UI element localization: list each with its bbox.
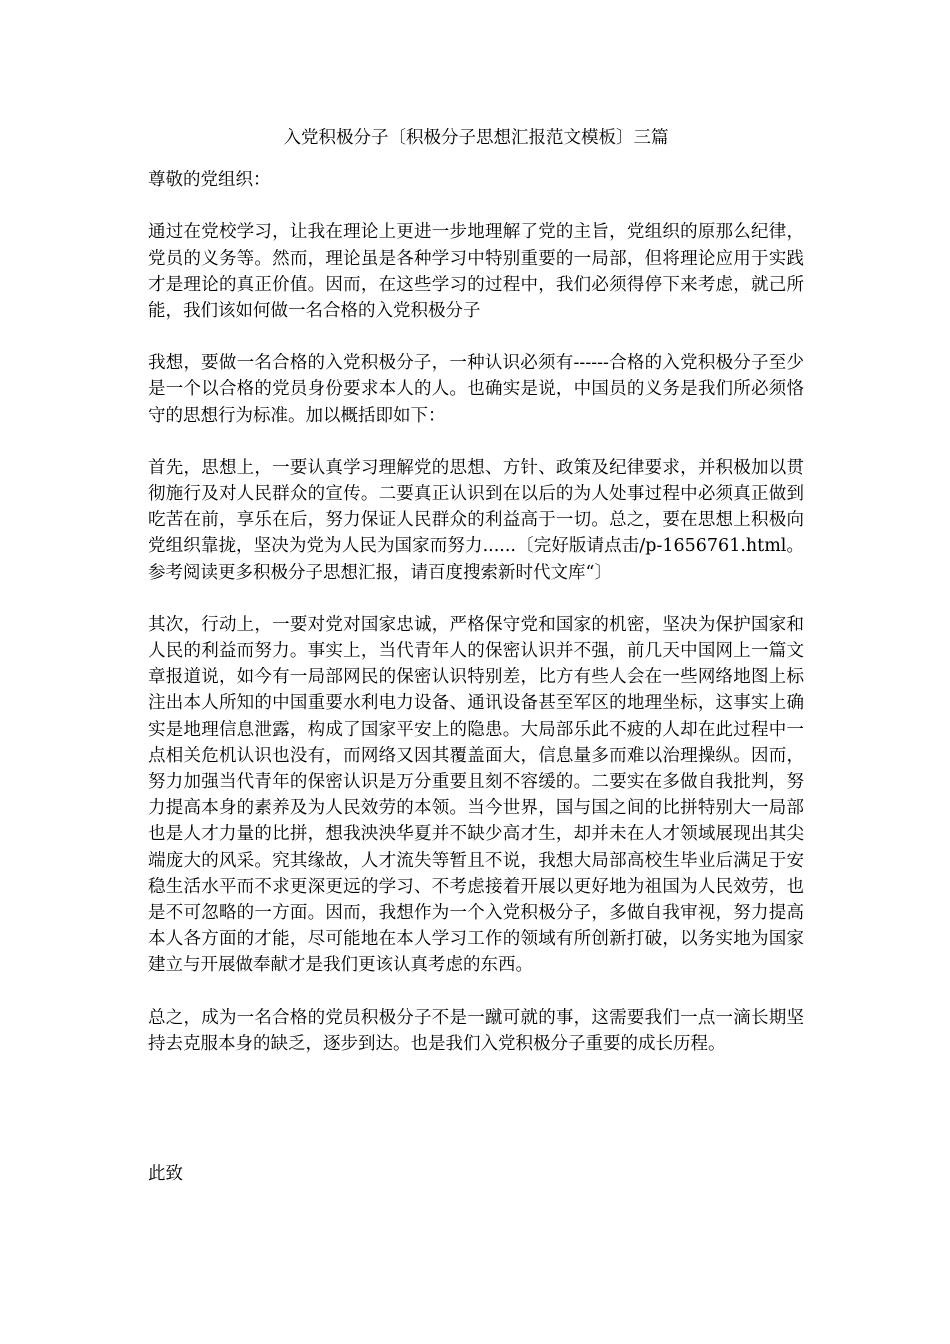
paragraph-intro: 通过在党校学习，让我在理论上更进一步地理解了党的主旨，党组织的原那么纪律，党员的义务等。然而，理论虽是各种学习中特别重要的一局部，但将理论应用于实践才是理论的真正价值。因而，在这些学习的过程中，我们必须得停下来考虑，就己所能，我们该如何做一名合格的入党积极分子: [148, 222, 804, 322]
paragraph-thought: 首先，思想上，一要认真学习理解党的思想、方针、政策及纪律要求，并积极加以贯彻施行及对人民群众的宣传。二要真正认识到在以后的为人处事过程中必须真正做到吃苦在前，享乐在后，努力保证人民群众的利益高于一切。总之，要在思想上积极向党组织靠拢，坚决为党为人民为国家而努力......〔完好版请点击/p-1656761.html。参考阅读更多积极分子思想汇报，请百度搜索新时代文库“〕: [148, 457, 804, 583]
document-body: [148, 125, 804, 1187]
paragraph-action: 其次，行动上，一要对党对国家忠诚，严格保守党和国家的机密，坚决为保护国家和人民的利益而努力。事实上，当代青年人的保密认识并不强，前几天中国网上一篇文章报道说，如今有一局部网民的保密认识特别差，比方有些人会在一些网络地图上标注出本人所知的中国重要水利电力设备、通讯设备甚至军区的地理坐标，这事实上确实是地理信息泄露，构成了国家平安上的隐患。大局部乐此不疲的人却在此过程中一点相关危机认识也没有，而网络又因其覆盖面大，信息量多而难以治理操纵。因而，努力加强当代青年的保密认识是万分重要且刻不容缓的。二要实在多做自我批判，努力提高本身的素养及为人民效劳的本领。当今世界，国与国之间的比拼特别大一局部也是人才力量的比拼，想我泱泱华夏并不缺少高才生，却并未在人才领域展现出其尖端庞大的风采。究其缘故，人才流失等暂且不说，我想大局部高校生毕业后满足于安稳生活水平而不求更深更远的学习、不考虑接着开展以更好地为祖国为人民效劳，也是不可忽略的一方面。因而，我想作为一个入党积极分子，多做自我审视，努力提高本人各方面的才能，尽可能地在本人学习工作的领域有所创新打破，以务实地为国家建立与开展做奉献才是我们更该认真考虑的东西。: [148, 614, 804, 976]
salutation: 尊敬的党组织：: [148, 170, 271, 191]
paragraph-conclusion: 总之，成为一名合格的党员积极分子不是一蹴可就的事，这需要我们一点一滴长期坚持去克服本身的缺乏，逐步到达。也是我们入党积极分子重要的成长历程。: [148, 1007, 804, 1054]
closing-text: 此致: [148, 1164, 183, 1185]
document-title: 入党积极分子〔积极分子思想汇报范文模板〕三篇: [283, 128, 669, 148]
paragraph-understanding: 我想，要做一名合格的入党积极分子，一种认识必须有------合格的入党积极分子至少是一个以合格的党员身份要求本人的人。也确实是说，中国员的义务是我们所必须恪守的思想行为标准。加以概括即如下：: [148, 353, 804, 426]
